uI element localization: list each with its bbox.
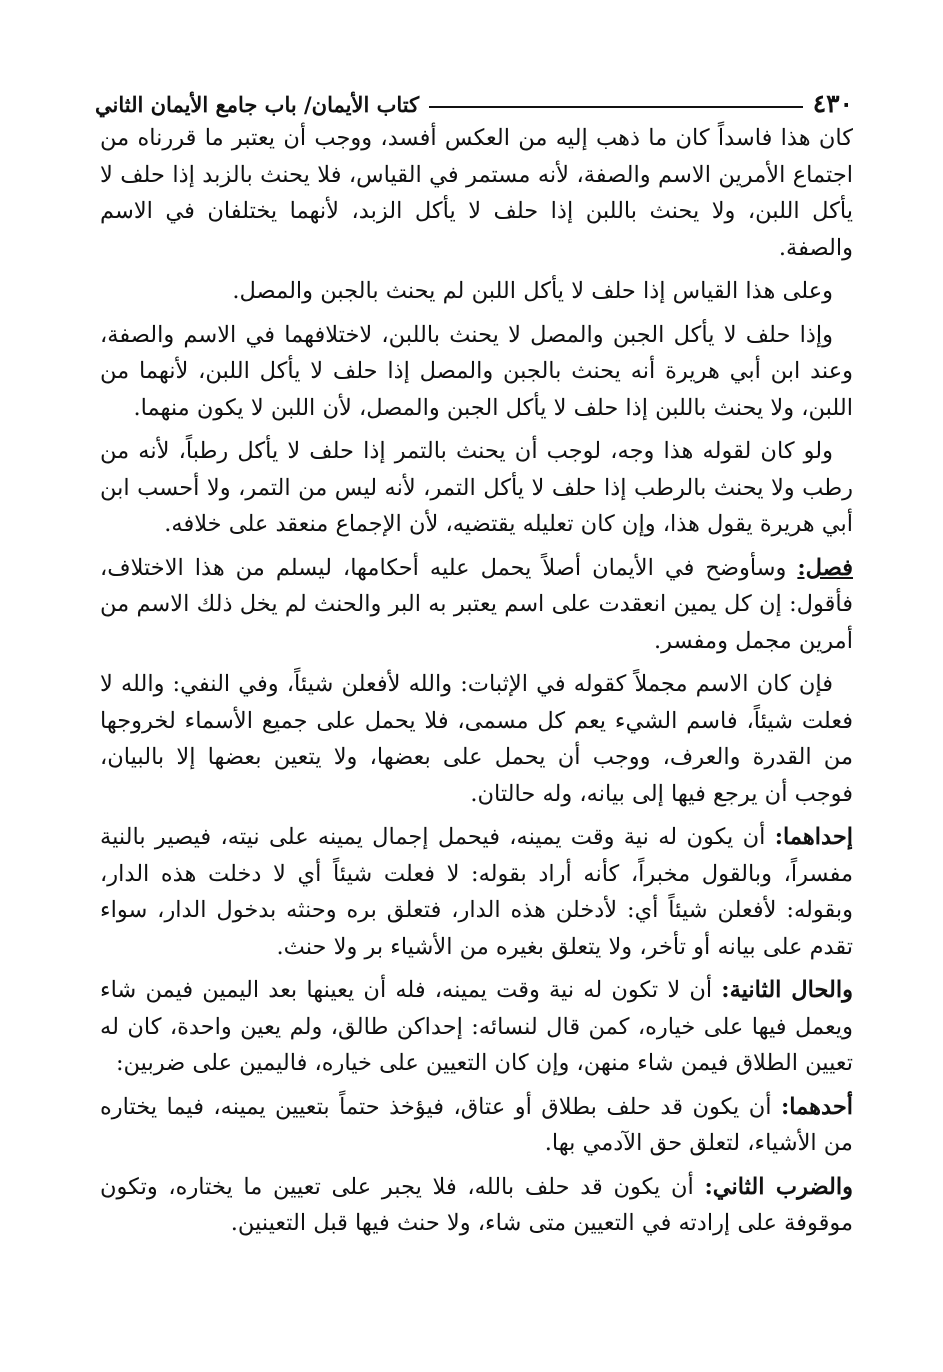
paragraph-6 [100,666,853,812]
paragraph-9 [100,1089,853,1162]
paragraph-text: أن يكون له نية وقت يمينه، فيحمل إجمال يمينه على نيته، فيصير بالنية مفسراً، وبالقول مخبراً، كأنه أراد بقوله: لا فعلت شيئاً أي لا دخلت هذه الدار، وبقوله: لأفعلن شيئاً أي: لأدخلن هذه الدار، فتعلق بره وحنثه بدخول الدار، سواء تقدم على بيانه أو تأخر، ولا يتعلق بغيره من الأشياء بر ولا حنث. [100,824,853,960]
paragraph-5-section [100,550,853,660]
paragraph-8 [100,972,853,1082]
paragraph-lead: إحداهما: [774,824,853,850]
page-body [100,120,853,1249]
page-number: ٤٣٠ [812,89,853,118]
paragraph-lead: والحال الثانية: [721,977,853,1003]
paragraph-text: وعلى هذا القياس إذا حلف لا يأكل اللبن لم يحنث بالجبن والمصل. [232,278,833,304]
paragraph-1 [100,120,853,266]
section-heading: فصل: [797,554,853,581]
paragraph-text: كان هذا فاسداً كان ما ذهب إليه من العكس أفسد، ووجب أن يعتبر ما قررناه من اجتماع الأمرين الاسم والصفة، لأنه مستمر في القياس، فلا يحنث بالزبد إذا حلف لا يأكل اللبن، ولا يحنث باللبن إذا حلف لا يأكل الزبد، لأنهما يختلفان في الاسم والصفة. [100,125,853,261]
paragraph-lead: أحدهما: [780,1093,853,1120]
paragraph-text: أن يكون قد حلف بطلاق أو عتاق، فيؤخذ حتماً بتعيين يمينه، فيما يختاره من الأشياء، لتعلق حق الآدمي بها. [100,1093,853,1156]
paragraph-text: أن لا تكون له نية وقت يمينه، فله أن يعينها بعد اليمين فيمن شاء ويعمل فيها على خياره، كمن قال لنسائه: إحداكن طالق، ولم يعين واحدة، كان له تعيين الطلاق فيمن شاء منهن، وإن كان التعيين على خياره، فاليمين على ضربين: [100,977,853,1076]
paragraph-lead: والضرب الثاني: [704,1173,853,1200]
paragraph-text: فإن كان الاسم مجملاً كقوله في الإثبات: والله لأفعلن شيئاً، وفي النفي: والله لا فعلت شيئاً، فاسم الشيء يعم كل مسمى، فلا يحمل على جميع الأسماء لخروجها من القدرة والعرف، ووجب أن يحمل على بعضها، ولا يتعين بعضها إلا بالبيان، فوجب أن يرجع فيها إلى بيانه، وله حالتان. [100,671,853,807]
paragraph-text: وإذا حلف لا يأكل الجبن والمصل لا يحنث باللبن، لاختلافهما في الاسم والصفة، وعند ابن أبي هريرة أنه يحنث بالجبن والمصل إذا حلف لا يأكل اللبن، لأنهما من اللبن، ولا يحنث باللبن إذا حلف لا يأكل الجبن والمصل، لأن اللبن لا يكون منهما. [100,321,853,421]
running-title: كتاب الأيمان/ باب جامع الأيمان الثاني [95,91,420,117]
page-header [95,72,853,116]
paragraph-4 [100,433,853,543]
paragraph-2 [100,273,853,310]
paragraph-text: وسأوضح في الأيمان أصلاً يحمل عليه أحكامها، ليسلم من هذا الاختلاف، فأقول: إن كل يمين انعقدت على اسم يعتبر به البر والحنث لم يخل ذلك الاسم من أمرين مجمل ومفسر. [100,554,853,654]
paragraph-text: ولو كان لقوله هذا وجه، لوجب أن يحنث بالتمر إذا حلف لا يأكل رطباً، لأنه من رطب ولا يحنث بالرطب إذا حلف لا يأكل التمر، لأنه ليس من التمر، ولا أحسب ابن أبي هريرة يقول هذا، وإن كان تعليله يقتضيه، لأن الإجماع منعقد على خلافه. [100,438,853,537]
header-rule [429,106,803,108]
paragraph-text: أن يكون قد حلف بالله، فلا يجبر على تعيين ما يختاره، وتكون موقوفة على إرادته في التعيين متى شاء، ولا حنث فيها قبل التعينين. [100,1173,853,1236]
paragraph-3 [100,317,853,427]
paragraph-10 [100,1169,853,1242]
paragraph-7 [100,819,853,965]
